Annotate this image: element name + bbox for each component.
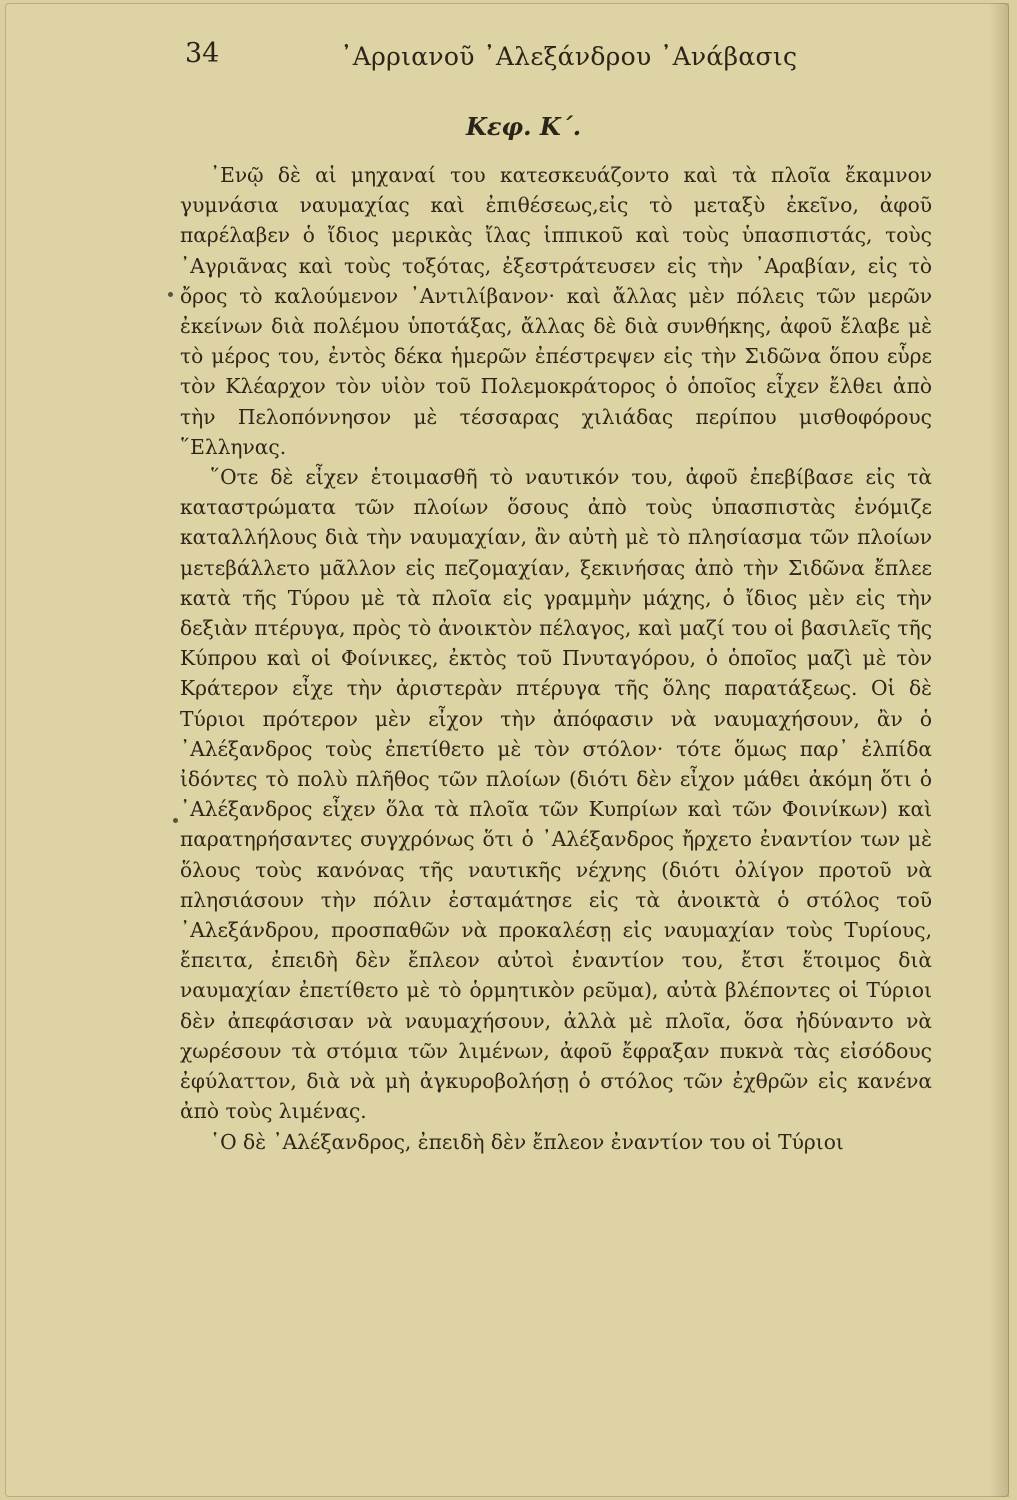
chapter-heading: Κεφ. Κ΄. <box>465 112 582 141</box>
body-text <box>180 160 932 1157</box>
running-title: ᾿Αρριανοῦ ᾿Αλεξάνδρου ᾿Ανάβασις <box>340 42 798 71</box>
margin-mark <box>173 818 178 823</box>
paragraph-3: ῾Ο δὲ ᾿Αλέξανδρος, ἐπειδὴ δὲν ἔπλεον ἐναντίον του οἱ Τύριοι <box>210 1129 844 1154</box>
page-number: 34 <box>185 38 220 69</box>
paragraph-2: ῞Οτε δὲ εἶχεν ἑτοιμασθῆ τὸ ναυτικόν του, ἀφοῦ ἐπεβίβασε εἰς τὰ καταστρώματα τῶν πλοίων ὅσους ἀπὸ τοὺς ὑπασπιστὰς ἐνόμιζε καταλλήλους διὰ τὴν ναυμαχίαν, ἂν αὐτὴ μὲ τὸ πλησίασμα τῶν πλοίων μετεβάλλετο μᾶλλον εἰς πεζομαχίαν, ξεκινήσας ἀπὸ τὴν Σιδῶνα ἔπλεε κατὰ τῆς Τύρου μὲ τὰ πλοῖα εἰς γραμμὴν μάχης, ὁ ἴδιος μὲν εἰς τὴν δεξιὰν πτέρυγα, πρὸς τὸ ἀνοικτὸν πέλαγος, καὶ μαζί του οἱ βασιλεῖς τῆς Κύπρου καὶ οἱ Φοίνικες, ἐκτὸς τοῦ Πνυταγόρου, ὁ ὁποῖος μαζὶ μὲ τὸν Κράτερον εἶχε τὴν ἀριστερὰν πτέρυγα τῆς ὅλης παρατάξεως. Οἱ δὲ Τύριοι πρότερον μὲν εἶχον τὴν ἀπόφασιν νὰ ναυμαχήσουν, ἂν ὁ ᾿Αλέξανδρος τοὺς ἐπετίθετο μὲ τὸν στόλον· τότε ὅμως παρ᾿ ἐλπίδα ἰδόντες τὸ πολὺ πλῆθος τῶν πλοίων (διότι δὲν εἶχον μάθει ἀκόμη ὅτι ὁ ᾿Αλέξανδρος εἶχεν ὅλα τὰ πλοῖα τῶν Κυπρίων καὶ τῶν Φοινίκων) καὶ παρατηρήσαντες συγχρόνως ὅτι ὁ ᾿Αλέξανδρος ἤρχετο ἐναντίον των μὲ ὅλους τοὺς κανόνας τῆς ναυτικῆς νέχνης (διότι ὀλίγον προτοῦ νὰ πλησιάσουν τὴν πόλιν ἐσταμάτησε εἰς τὰ ἀνοικτὰ ὁ στόλος τοῦ ᾿Αλεξάνδρου, προσπαθῶν νὰ προκαλέσῃ εἰς ναυμαχίαν τοὺς Τυρίους, ἔπειτα, ἐπειδὴ δὲν ἔπλεον αὐτοὶ ἐναντίον του, ἔτσι ἕτοιμος διὰ ναυμαχίαν ἐπετίθετο μὲ τὸ ὁρμητικὸν ρεῦμα), αὐτὰ βλέποντες οἱ Τύριοι δὲν ἀπεφάσισαν νὰ ναυμαχήσουν, ἀλλὰ μὲ πλοῖα, ὅσα ἠδύναντο νὰ χωρέσουν τὰ στόμια τῶν λιμένων, ἀφοῦ ἔφραξαν πυκνὰ τὰς εἰσόδους ἐφύλαττον, διὰ νὰ μὴ ἀγκυροβολήσῃ ὁ στόλος τῶν ἐχθρῶν εἰς κανένα ἀπὸ τοὺς λιμένας. <box>180 465 932 1124</box>
paragraph-1: ᾿Ενῷ δὲ αἱ μηχαναί του κατεσκευάζοντο καὶ τὰ πλοῖα ἔκαμνον γυμνάσια ναυμαχίας καὶ ἐπιθέσεως,εἰς τὸ μεταξὺ ἐκεῖνο, ἀφοῦ παρέλαβεν ὁ ἴδιος μερικὰς ἴλας ἱππικοῦ καὶ τοὺς ὑπασπιστάς, τοὺς ᾿Αγριᾶνας καὶ τοὺς τοξότας, ἐξεστράτευσεν εἰς τὴν ᾿Αραβίαν, εἰς τὸ ὄρος τὸ καλούμενον ᾿Αντιλίβανον· καὶ ἄλλας μὲν πόλεις τῶν μερῶν ἐκείνων διὰ πολέμου ὑποτάξας, ἄλλας δὲ διὰ συνθήκης, ἀφοῦ ἔλαβε μὲ τὸ μέρος του, ἐντὸς δέκα ἡμερῶν ἐπέστρεψεν εἰς τὴν Σιδῶνα ὅπου εὗρε τὸν Κλέαρχον τὸν υἱὸν τοῦ Πολεμοκράτορος ὁ ὁποῖος εἶχεν ἔλθει ἀπὸ τὴν Πελοπόννησον μὲ τέσσαρας χιλιάδας περίπου μισθοφόρους ῞Ελληνας. <box>180 163 932 459</box>
page-header <box>185 38 965 78</box>
binding-shadow <box>989 3 1009 1497</box>
margin-mark <box>168 292 173 297</box>
